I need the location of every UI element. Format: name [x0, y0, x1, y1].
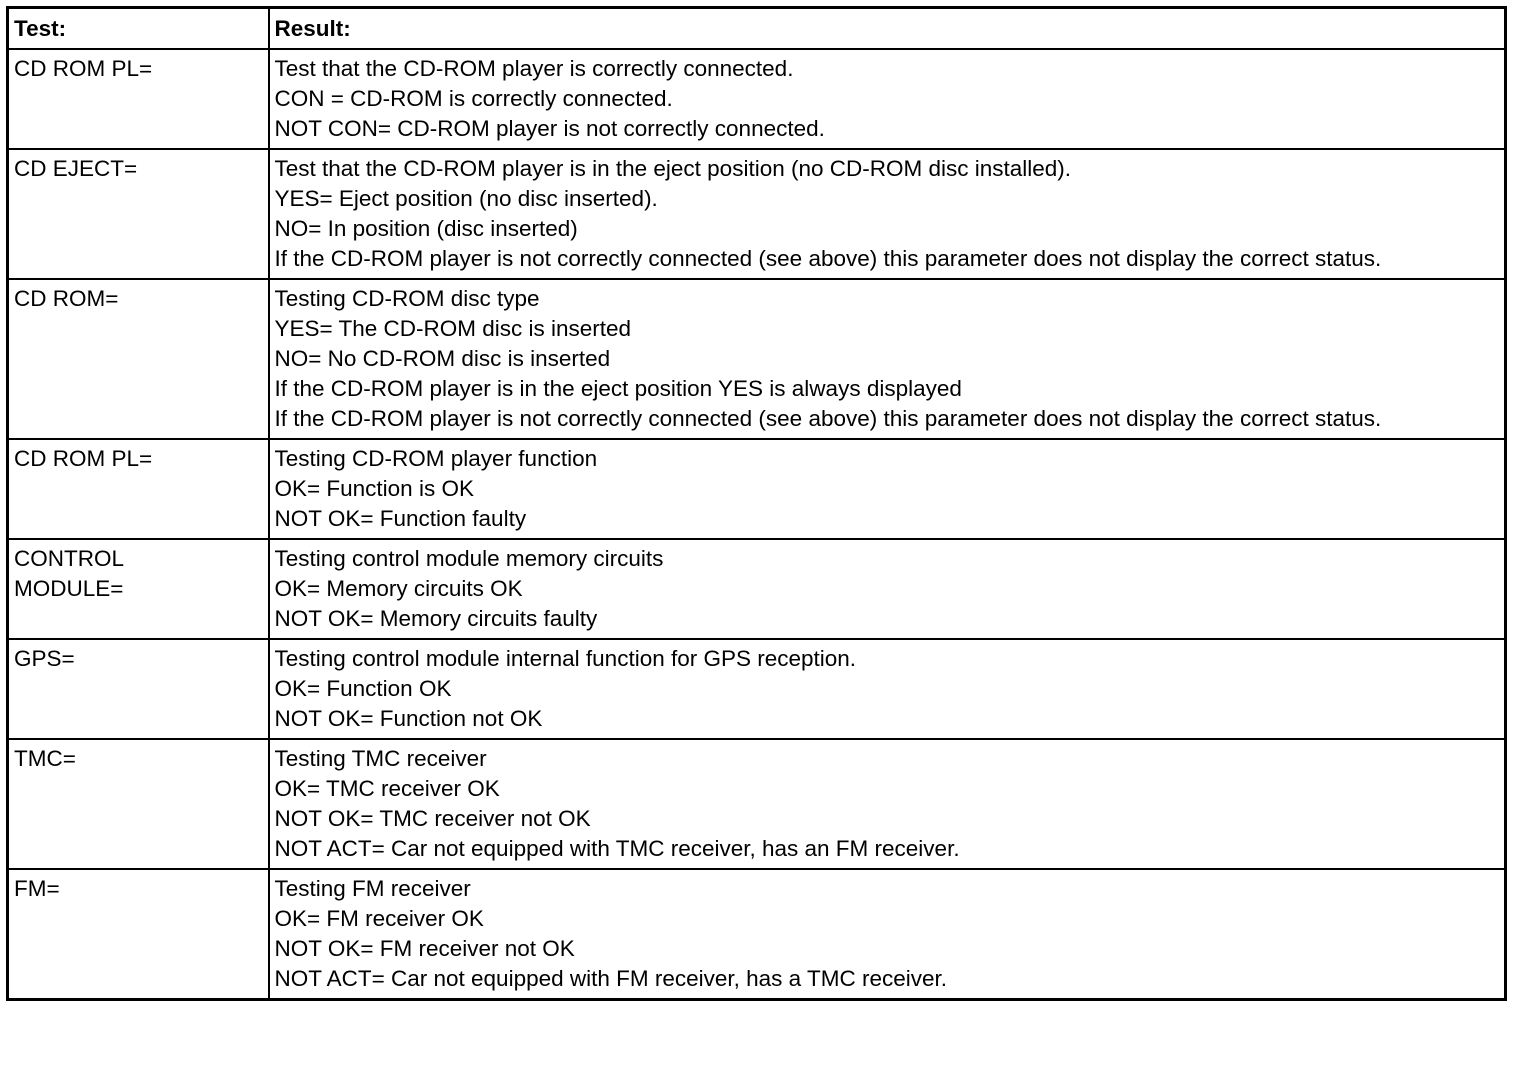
result-cell: [269, 869, 1506, 1000]
result-line: NOT OK= TMC receiver not OK: [274, 806, 591, 831]
result-line: NOT OK= Memory circuits faulty: [274, 606, 598, 631]
table-row: [8, 639, 1506, 739]
result-line: If the CD-ROM player is not correctly connected (see above) this parameter does not display the correct status.: [274, 406, 1382, 431]
result-cell: [269, 539, 1506, 639]
result-cell: [269, 439, 1506, 539]
result-line: NOT OK= Function not OK: [274, 706, 543, 731]
result-line: If the CD-ROM player is not correctly connected (see above) this parameter does not display the correct status.: [274, 246, 1382, 271]
test-cell: TMC=: [8, 739, 269, 869]
result-line: Test that the CD-ROM player is in the eject position (no CD-ROM disc installed).: [274, 156, 1072, 181]
result-line: Testing TMC receiver: [274, 746, 487, 771]
test-cell: CD ROM PL=: [8, 49, 269, 149]
result-cell: [269, 739, 1506, 869]
result-line: Testing control module memory circuits: [274, 546, 664, 571]
result-line: Testing FM receiver: [274, 876, 471, 901]
test-cell: CD ROM PL=: [8, 439, 269, 539]
column-header-result: Result:: [269, 8, 1506, 50]
result-cell: [269, 149, 1506, 279]
result-line: Testing CD-ROM player function: [274, 446, 598, 471]
table-row: [8, 739, 1506, 869]
test-cell: FM=: [8, 869, 269, 1000]
result-line: NO= In position (disc inserted): [274, 216, 578, 241]
result-line: OK= FM receiver OK: [274, 906, 484, 931]
table-row: [8, 279, 1506, 439]
result-line: YES= Eject position (no disc inserted).: [274, 186, 658, 211]
table-row: [8, 49, 1506, 149]
result-line: NOT OK= Function faulty: [274, 506, 527, 531]
result-line: YES= The CD-ROM disc is inserted: [274, 316, 632, 341]
result-line: Testing control module internal function for GPS reception.: [274, 646, 857, 671]
result-cell: [269, 49, 1506, 149]
test-cell: CD EJECT=: [8, 149, 269, 279]
result-line: NO= No CD-ROM disc is inserted: [274, 346, 611, 371]
result-line: If the CD-ROM player is in the eject position YES is always displayed: [274, 376, 962, 401]
result-line: NOT ACT= Car not equipped with TMC receiver, has an FM receiver.: [274, 836, 960, 861]
result-line: OK= Memory circuits OK: [274, 576, 523, 601]
result-line: OK= TMC receiver OK: [274, 776, 500, 801]
test-result-table: [6, 6, 1507, 1001]
result-cell: [269, 279, 1506, 439]
table-body: [8, 49, 1506, 1000]
result-line: NOT CON= CD-ROM player is not correctly connected.: [274, 116, 825, 141]
column-header-test: Test:: [8, 8, 269, 50]
table-row: [8, 149, 1506, 279]
test-cell: CD ROM=: [8, 279, 269, 439]
result-cell: [269, 639, 1506, 739]
result-line: Testing CD-ROM disc type: [274, 286, 540, 311]
result-line: Test that the CD-ROM player is correctly connected.: [274, 56, 794, 81]
result-line: OK= Function OK: [274, 676, 452, 701]
table-row: [8, 439, 1506, 539]
result-line: OK= Function is OK: [274, 476, 474, 501]
table-row: [8, 869, 1506, 1000]
result-line: CON = CD-ROM is correctly connected.: [274, 86, 673, 111]
result-line: NOT OK= FM receiver not OK: [274, 936, 575, 961]
table-row: [8, 539, 1506, 639]
table-header-row: [8, 8, 1506, 50]
test-cell: CONTROL MODULE=: [8, 539, 269, 639]
result-line: NOT ACT= Car not equipped with FM receiver, has a TMC receiver.: [274, 966, 948, 991]
test-cell: GPS=: [8, 639, 269, 739]
